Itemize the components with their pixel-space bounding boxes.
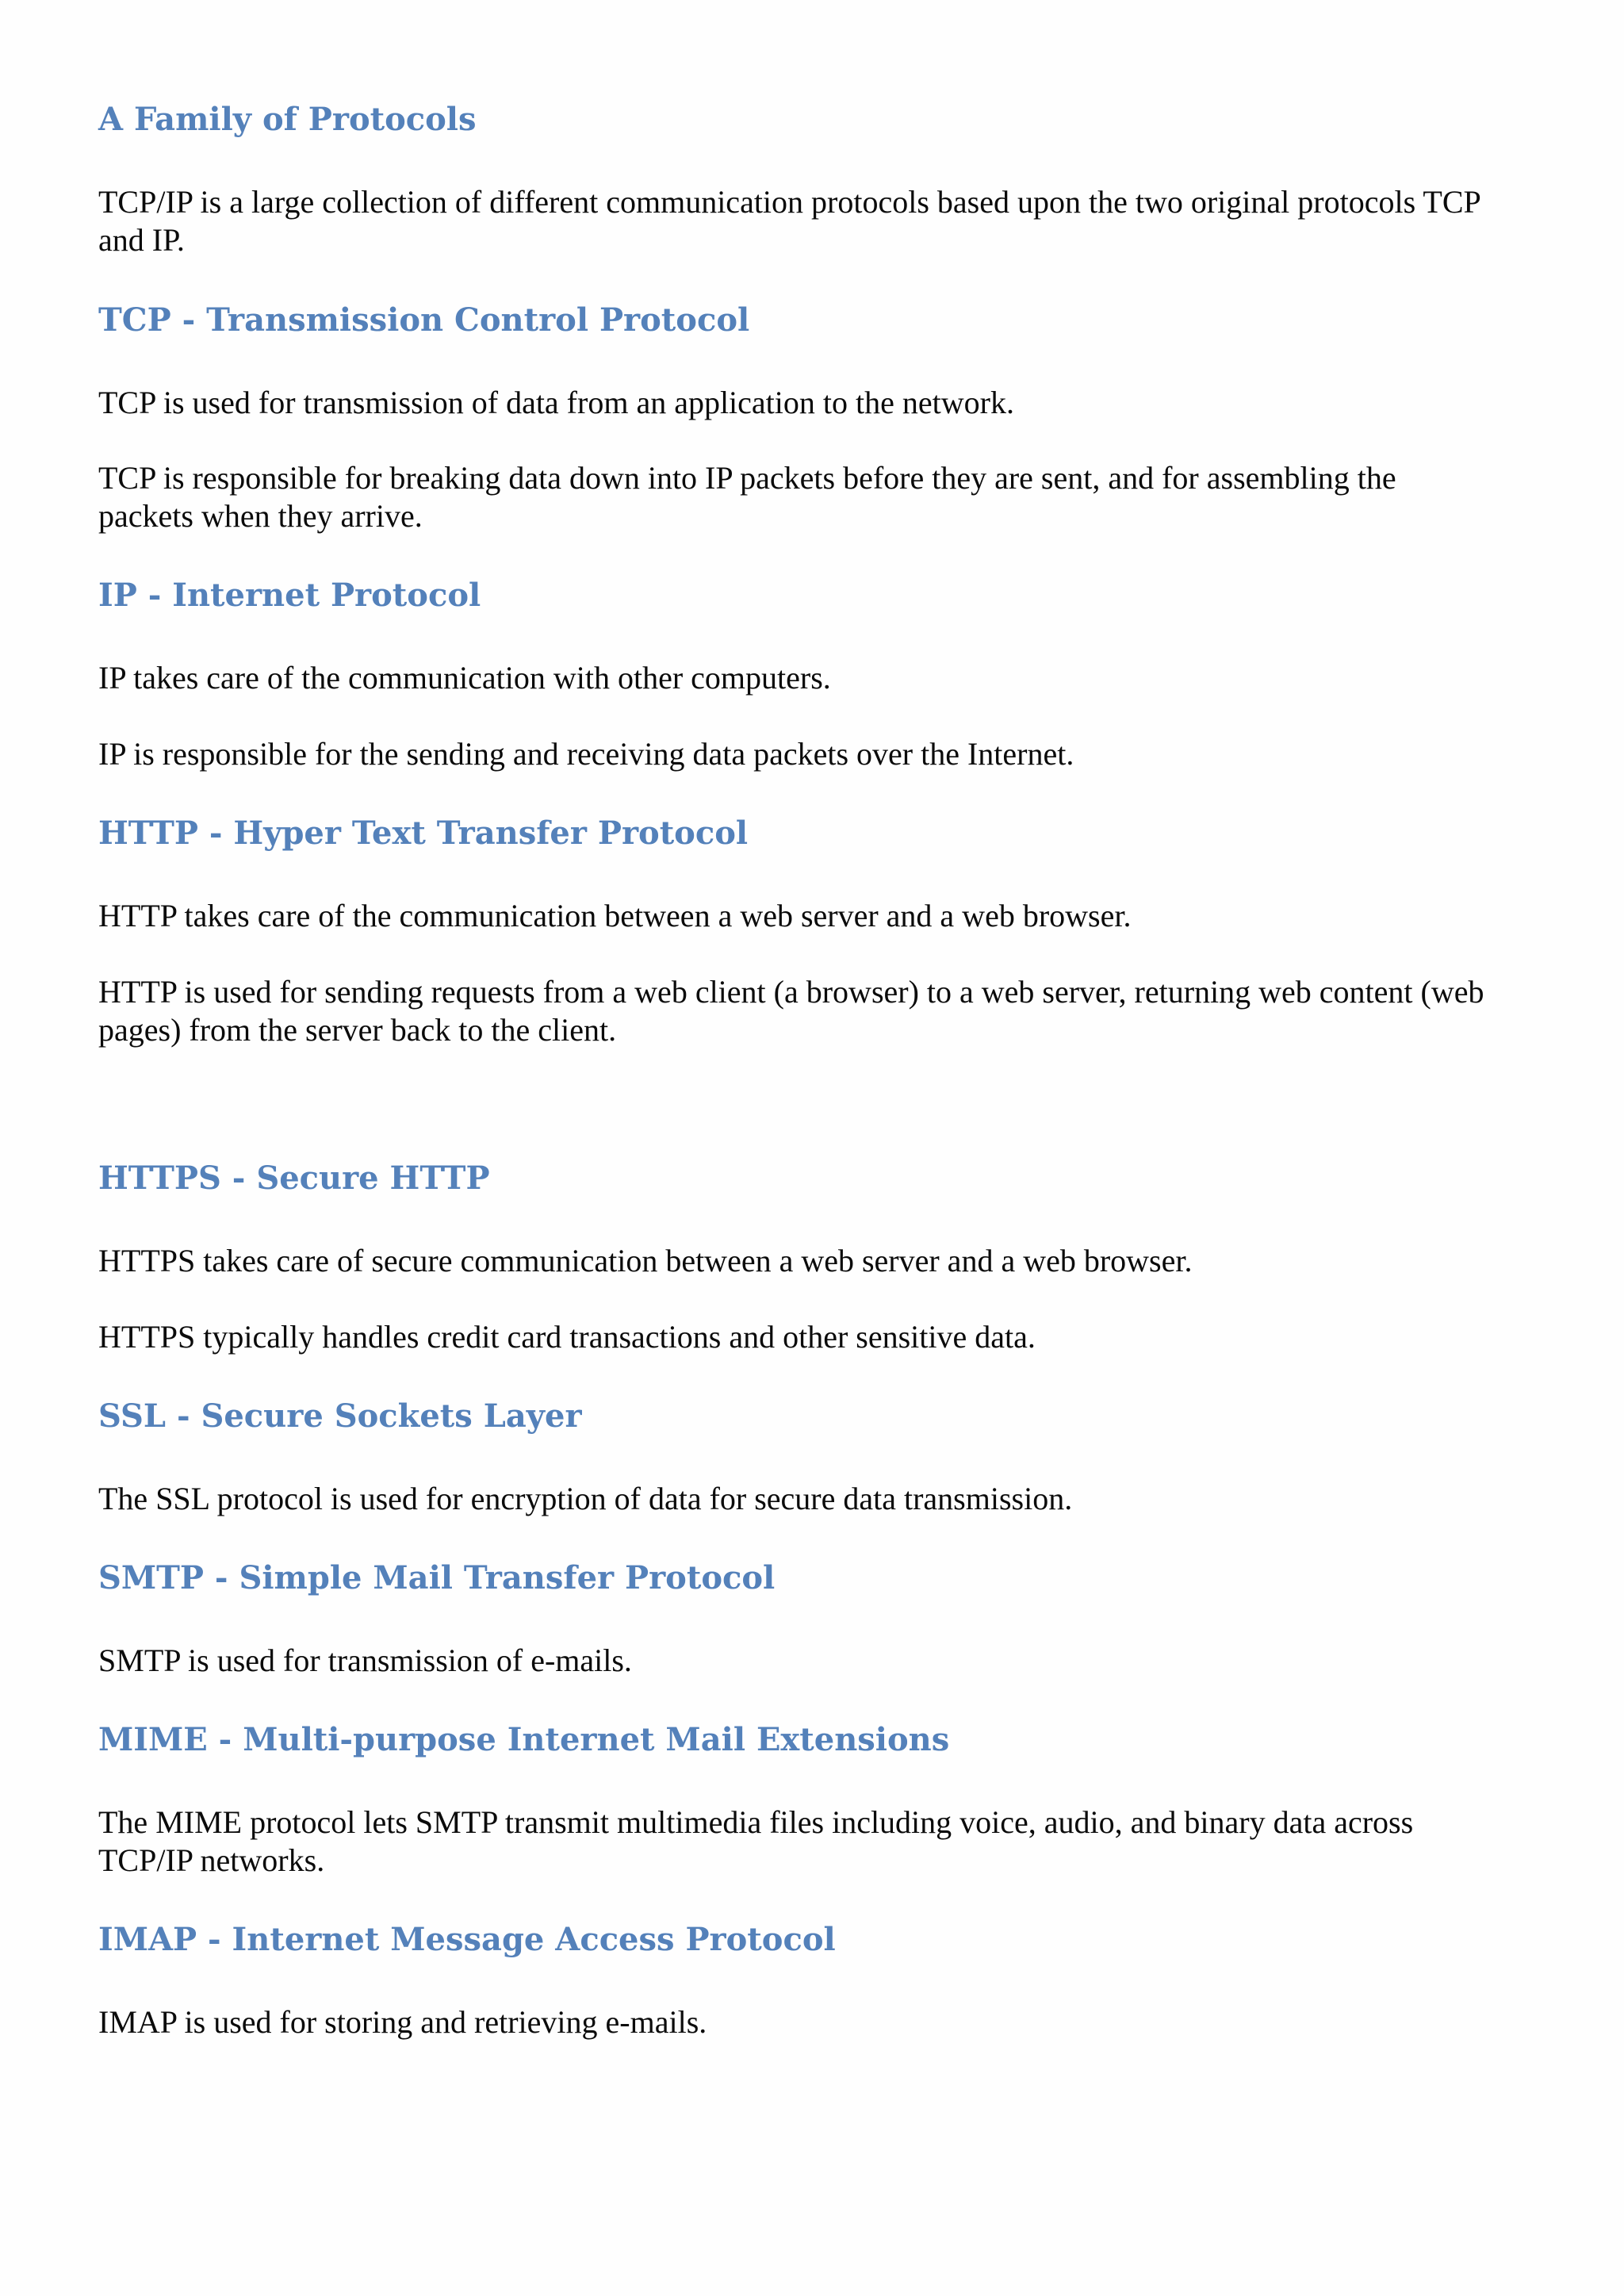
heading-https: HTTPS - Secure HTTP [98,1159,490,1197]
paragraph-ip-responsibility: IP is responsible for the sending and receiving data packets over the Internet. [98,736,1074,772]
paragraph-ip-usage: IP takes care of the communication with other computers. [98,660,831,696]
paragraph-http-usage: HTTP takes care of the communication between a web server and a web browser. [98,898,1132,933]
paragraph-tcp-responsibility: TCP is responsible for breaking data down into IP packets before they are sent, and for assembling the packets when they arrive. [98,460,1396,534]
paragraph-https-transactions: HTTPS typically handles credit card transactions and other sensitive data. [98,1319,1036,1355]
heading-smtp: SMTP - Simple Mail Transfer Protocol [98,1559,776,1596]
paragraph-tcp-usage: TCP is used for transmission of data from an application to the network. [98,385,1014,420]
heading-imap: IMAP - Internet Message Access Protocol [98,1921,836,1958]
paragraph-https-usage: HTTPS takes care of secure communication between a web server and a web browser. [98,1243,1193,1278]
heading-tcp: TCP - Transmission Control Protocol [98,301,750,339]
paragraph-imap-usage: IMAP is used for storing and retrieving e-mails. [98,2004,707,2040]
heading-ip: IP - Internet Protocol [98,577,481,614]
heading-ssl: SSL - Secure Sockets Layer [98,1397,582,1435]
paragraph-http-requests: HTTP is used for sending requests from a web client (a browser) to a web server, returning web content (web pages) from the server back to the client. [98,974,1484,1048]
paragraph-smtp-usage: SMTP is used for transmission of e-mails. [98,1642,632,1678]
paragraph-ssl-usage: The SSL protocol is used for encryption of data for secure data transmission. [98,1481,1073,1516]
heading-http: HTTP - Hyper Text Transfer Protocol [98,815,749,852]
paragraph-tcpip-overview: TCP/IP is a large collection of different communication protocols based upon the two original protocols TCP and IP. [98,184,1480,258]
heading-mime: MIME - Multi-purpose Internet Mail Extensions [98,1721,950,1758]
heading-family-of-protocols: A Family of Protocols [98,101,477,138]
paragraph-mime-usage: The MIME protocol lets SMTP transmit multimedia files including voice, audio, and binary data across TCP/IP networks. [98,1804,1414,1878]
